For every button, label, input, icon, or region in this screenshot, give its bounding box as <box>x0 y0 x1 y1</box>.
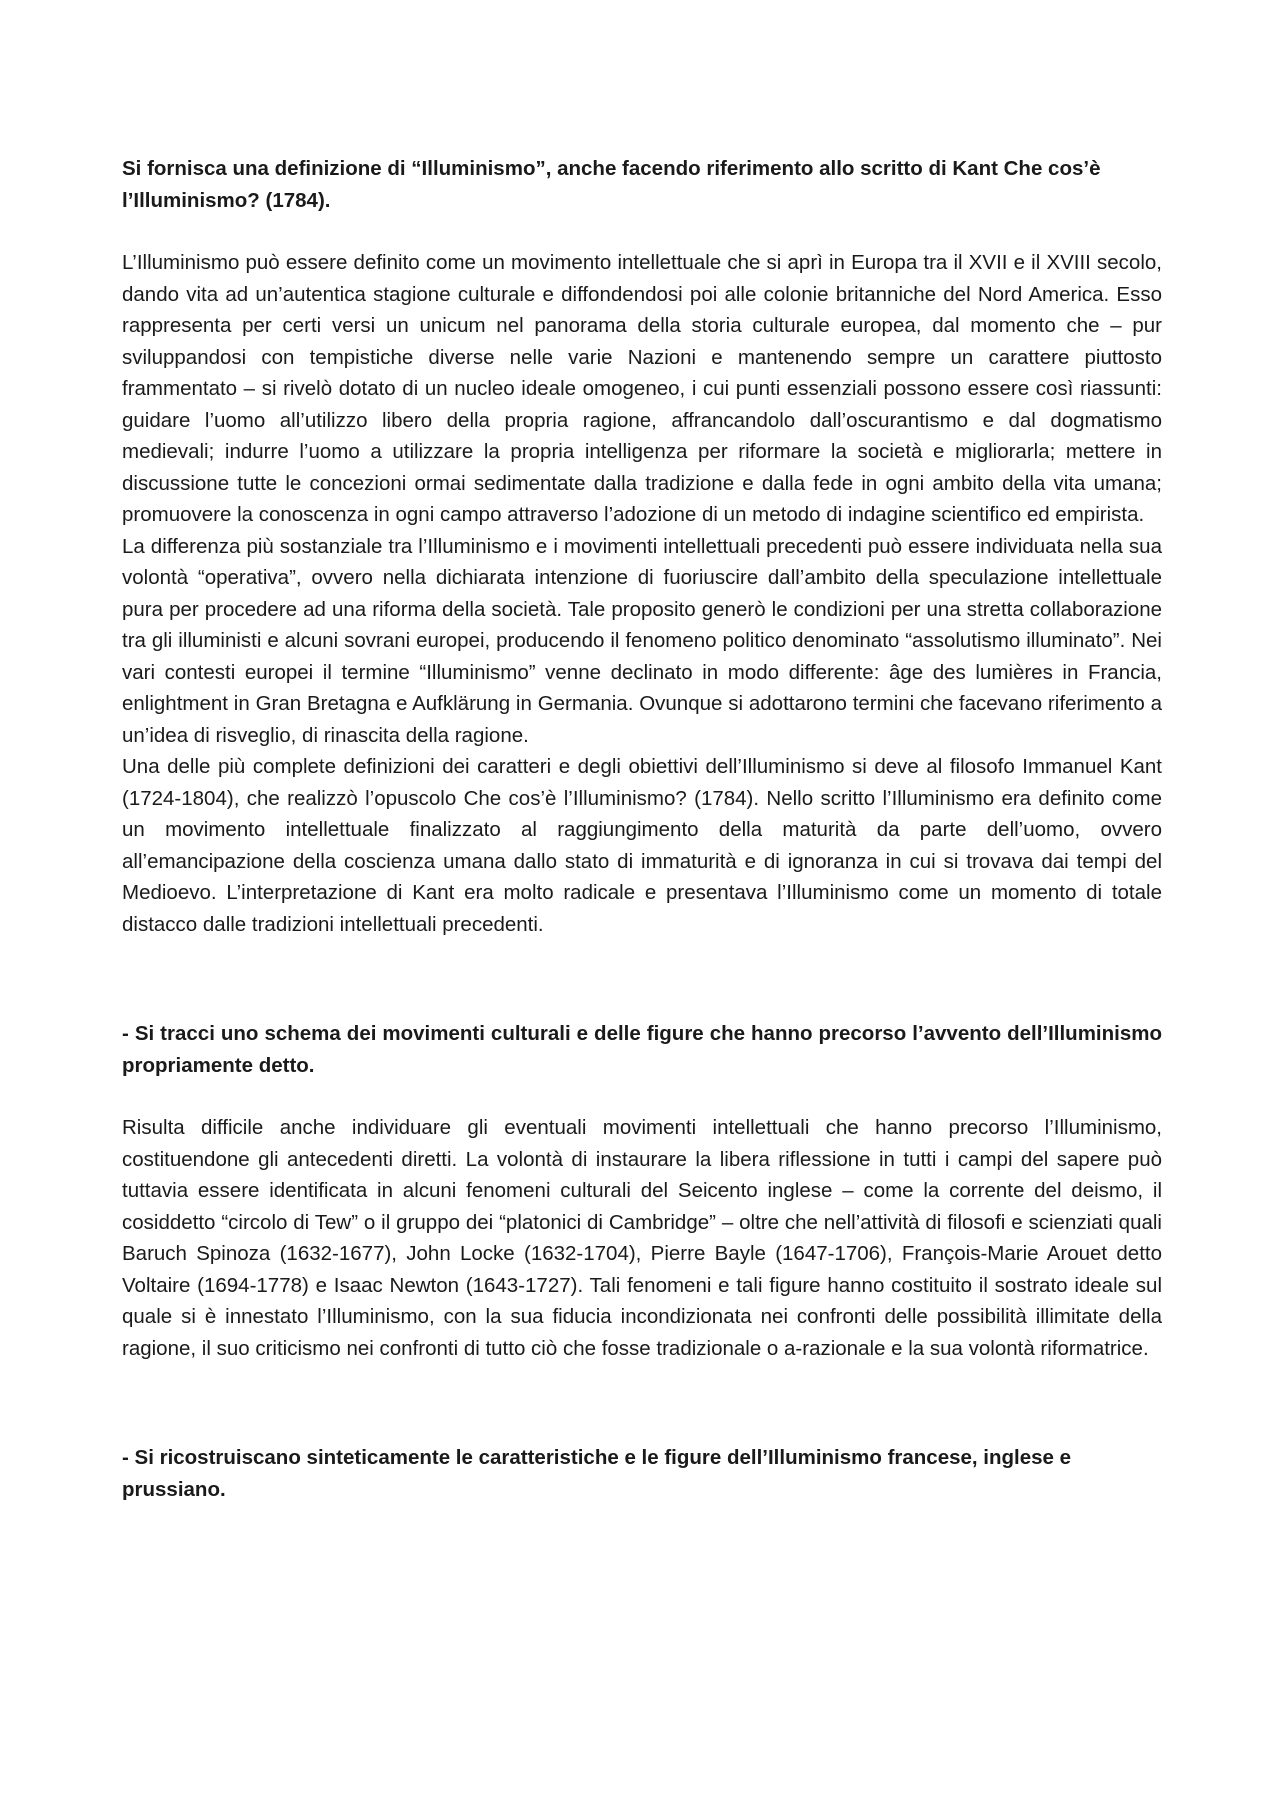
answer-1-paragraph-1: L’Illuminismo può essere definito come un movimento intellettuale che si aprì in Europa tra il XVII e il XVIII secolo, dando vita ad un’autentica stagione culturale e diffondendosi poi alle colonie britanniche del Nord America. Esso rappresenta per certi versi un unicum nel panorama della storia culturale europea, dal momento che – pur sviluppandosi con tempistiche diverse nelle varie Nazioni e mantenendo sempre un carattere piuttosto frammentato – si rivelò dotato di un nucleo ideale omogeneo, i cui punti essenziali possono essere così riassunti: guidare l’uomo all’utilizzo libero della propria ragione, affrancandolo dall’oscurantismo e dal dogmatismo medievali; indurre l’uomo a utilizzare la propria intelligenza per riformare la società e migliorarla; mettere in discussione tutte le concezioni ormai sedimentate dalla tradizione e dalla fede in ogni ambito della vita umana; promuovere la conoscenza in ogni campo attraverso l’adozione di un metodo di indagine scientifico ed empirista. <box>122 251 1162 526</box>
spacer <box>122 1081 1162 1112</box>
spacer <box>122 216 1162 247</box>
answer-2-paragraph-1: Risulta difficile anche individuare gli eventuali movimenti intellettuali che hanno precorso l’Illuminismo, costituendone gli antecedenti diretti. La volontà di instaurare la libera riflessione in tutti i campi del sapere può tuttavia essere identificata in alcuni fenomeni culturali del Seicento inglese – come la corrente del deismo, il cosiddetto “circolo di Tew” o il gruppo dei “platonici di Cambridge” – oltre che nell’attività di filosofi e scienziati quali Baruch Spinoza (1632-1677), John Locke (1632-1704), Pierre Bayle (1647-1706), François-Marie Arouet detto Voltaire (1694-1778) e Isaac Newton (1643-1727). Tali fenomeni e tali figure hanno costituito il sostrato ideale sul quale si è innestato l’Illuminismo, con la sua fiducia incondizionata nei confronti delle possibilità illimitate della ragione, il suo criticismo nei confronti di tutto ciò che fosse tradizionale o a-razionale e la sua volontà riformatrice. <box>122 1116 1162 1360</box>
spacer <box>122 940 1162 1018</box>
answer-1-paragraph-2: La differenza più sostanziale tra l’Illuminismo e i movimenti intellettuali precedenti può essere individuata nella sua volontà “operativa”, ovvero nella dichiarata intenzione di fuoriuscire dall’ambito della speculazione intellettuale pura per procedere ad una riforma della società. Tale proposito generò le condizioni per una stretta collaborazione tra gli illuministi e alcuni sovrani europei, producendo il fenomeno politico denominato “assolutismo illuminato”. Nei vari contesti europei il termine “Illuminismo” venne declinato in modo differente: âge des lumières in Francia, enlightment in Gran Bretagna e Aufklärung in Germania. Ovunque si adottarono termini che facevano riferimento a un’idea di risveglio, di rinascita della ragione. <box>122 534 1162 747</box>
question-1-heading: Si fornisca una definizione di “Illuminismo”, anche facendo riferimento allo scritto di Kant Che cos’è l’Illuminismo? (1784). <box>122 157 1101 212</box>
spacer <box>122 1364 1162 1442</box>
document-page <box>122 153 1162 1505</box>
question-2-heading: - Si tracci uno schema dei movimenti culturali e delle figure che hanno precorso l’avvento dell’Illuminismo propriamente detto. <box>122 1022 1162 1077</box>
answer-1-paragraph-3: Una delle più complete definizioni dei caratteri e degli obiettivi dell’Illuminismo si deve al filosofo Immanuel Kant (1724-1804), che realizzò l’opuscolo Che cos’è l’Illuminismo? (1784). Nello scritto l’Illuminismo era definito come un movimento intellettuale finalizzato al raggiungimento della maturità da parte dell’uomo, ovvero all’emancipazione della coscienza umana dallo stato di immaturità e di ignoranza in cui si trovava dai tempi del Medioevo. L’interpretazione di Kant era molto radicale e presentava l’Illuminismo come un momento di totale distacco dalle tradizioni intellettuali precedenti. <box>122 755 1162 936</box>
question-3-heading: - Si ricostruiscano sinteticamente le caratteristiche e le figure dell’Illuminismo francese, inglese e prussiano. <box>122 1446 1072 1501</box>
